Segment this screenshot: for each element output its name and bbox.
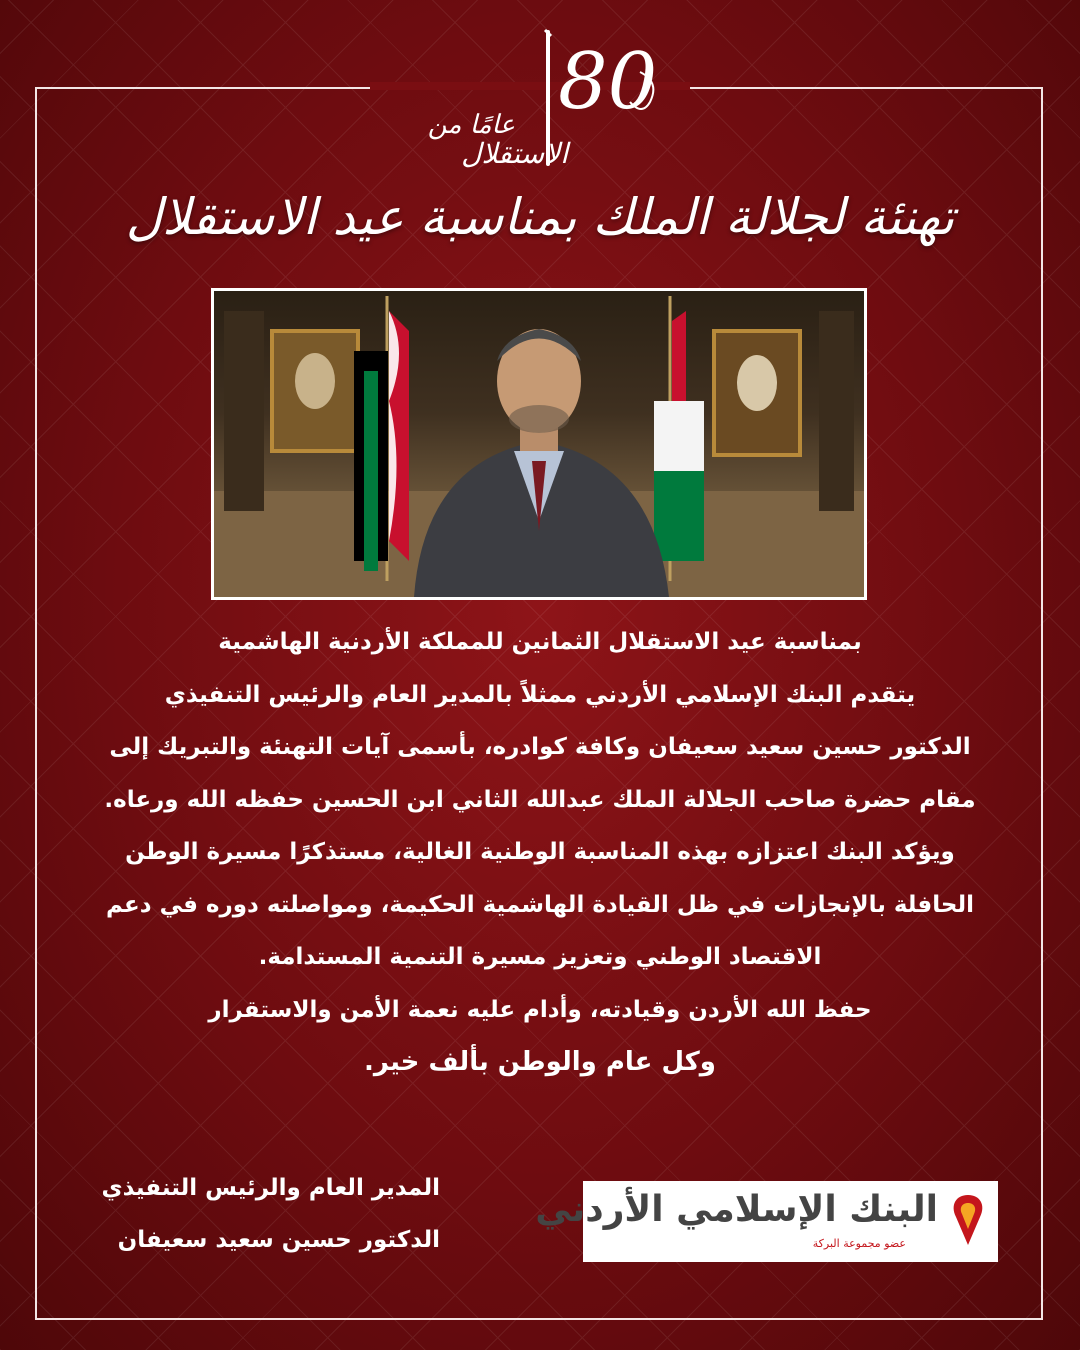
- message-line: الحافلة بالإنجازات في ظل القيادة الهاشمية الحكيمة، ومواصلته دوره في دعم: [106, 891, 974, 918]
- message-line: الاقتصاد الوطني وتعزيز مسيرة التنمية المستدامة.: [258, 944, 822, 970]
- message-line: مقام حضرة صاحب الجلالة الملك عبدالله الثاني ابن الحسين حفظه الله ورعاه.: [104, 786, 976, 813]
- message-line: حفظ الله الأردن وقيادته، وأدام عليه نعمة الأمن والاستقرار: [208, 996, 872, 1023]
- bank-logo-name: البنك الإسلامي الأردني: [535, 1189, 938, 1230]
- message-closing: وكل عام والوطن بألف خير.: [364, 1047, 716, 1077]
- page-title: تهنئة لجلالة الملك بمناسبة عيد الاستقلال: [125, 188, 955, 246]
- message-line: ويؤكد البنك اعتزازه بهذه المناسبة الوطنية الغالية، مستذكرًا مسيرة الوطن: [125, 839, 955, 865]
- bank-logo-icon: [946, 1191, 990, 1249]
- message-line: بمناسبة عيد الاستقلال الثمانين للمملكة الأردنية الهاشمية: [218, 629, 862, 655]
- message-line: يتقدم البنك الإسلامي الأردني ممثلاً بالمدير العام والرئيس التنفيذي: [164, 681, 916, 708]
- signature-name: الدكتور حسين سعيد سعيفان: [117, 1227, 440, 1253]
- signature-block: [102, 1162, 440, 1266]
- message-line: الدكتور حسين سعيد سعيفان وكافة كوادره، بأسمى آيات التهنئة والتبريك إلى: [109, 734, 971, 760]
- emblem-line1: عامًا من: [427, 110, 515, 140]
- emblem-number: 80: [558, 37, 658, 127]
- signature-title: المدير العام والرئيس التنفيذي: [101, 1175, 440, 1201]
- bank-logo-tagline: عضو مجموعة البركة: [812, 1237, 906, 1250]
- congratulation-message: [70, 616, 1010, 1089]
- king-photo: [211, 288, 867, 600]
- emblem-line2: الاستقلال: [461, 137, 568, 170]
- bank-logo: [535, 1181, 998, 1262]
